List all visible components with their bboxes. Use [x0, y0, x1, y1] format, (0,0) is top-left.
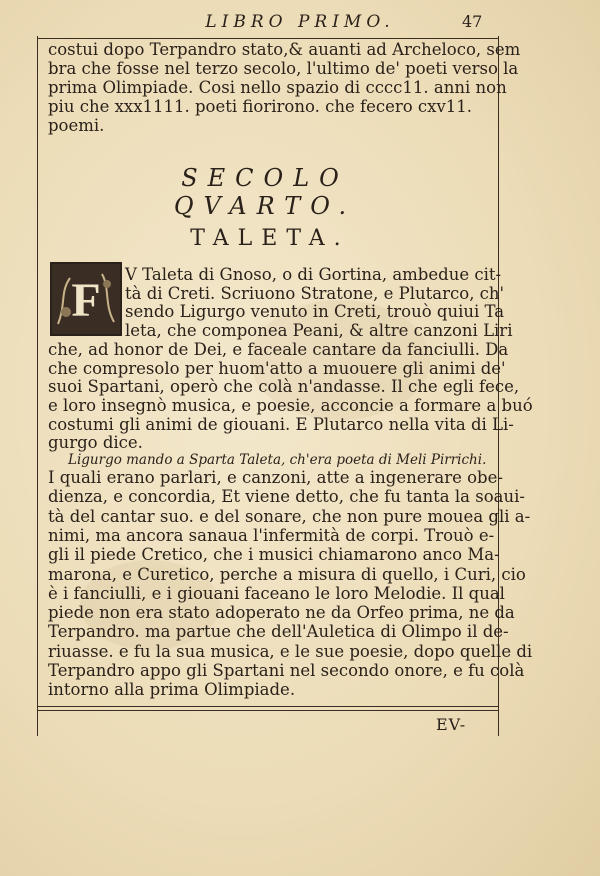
- text-line: e loro insegnò musica, e poesie, acconcie a formare a buó: [48, 395, 533, 415]
- text-line: Terpandro. ma partue che dell'Auletica di Olimpo il de-: [48, 622, 509, 642]
- bottom-rule-second: [37, 710, 498, 711]
- side-note: Ligurgo mando a Sparta Taleta, ch'era poeta di Meli Pirrichi.: [68, 452, 487, 468]
- text-line: piede non era stato adoperato ne da Orfeo prima, ne da: [48, 603, 515, 623]
- text-line: leta, che componea Peani, & altre canzoni Liri: [125, 321, 513, 341]
- running-title: LIBRO PRIMO.: [205, 12, 395, 32]
- text-line: suoi Spartani, operò che colà n'andasse. Il che egli fece,: [48, 377, 520, 397]
- text-line: V Taleta di Gnoso, o di Gortina, ambedue cit-: [125, 265, 502, 284]
- text-line: bra che fosse nel terzo secolo, l'ultimo de' poeti verso la: [48, 59, 519, 78]
- bottom-rule: [37, 706, 498, 707]
- text-line: intorno alla prima Olimpiade.: [48, 680, 296, 700]
- poet-title: TALETA.: [190, 226, 350, 251]
- text-line: I quali erano parlari, e canzoni, atte a ingenerare obe-: [48, 468, 503, 487]
- catchword: EV-: [436, 715, 467, 734]
- text-line: costui dopo Terpandro stato,& auanti ad Archeloco, sem: [48, 40, 521, 59]
- text-line: piu che xxx1111. poeti fiorirono. che fecero cxv11.: [48, 97, 473, 116]
- text-line: costumi gli animi de giouani. E Plutarco nella vita di Li-: [48, 414, 514, 434]
- decorated-initial: [50, 262, 122, 336]
- ornament-initial-icon: [52, 264, 120, 334]
- page-number: 47: [462, 12, 483, 31]
- text-line: riuasse. e fu la sua musica, e le sue poesie, dopo quelle di: [48, 641, 533, 661]
- text-line: tà del cantar suo. e del sonare, che non pure mouea gli a-: [48, 506, 531, 526]
- svg-text:F: F: [71, 274, 101, 327]
- text-line: dienza, e concordia, Et viene detto, che fu tanta la soaui-: [48, 487, 525, 507]
- text-line: sendo Ligurgo venuto in Creti, trouò quiui Ta: [125, 302, 505, 322]
- text-line: nimi, ma ancora sanaua l'infermità de corpi. Trouò e-: [48, 525, 495, 545]
- text-line: Terpandro appo gli Spartani nel secondo onore, e fu colà: [48, 661, 525, 680]
- text-line: tà di Creti. Scriuono Stratone, e Plutarco, ch': [125, 283, 505, 303]
- text-line: prima Olimpiade. Cosi nello spazio di cccc11. anni non: [48, 78, 507, 97]
- text-line: gli il piede Cretico, che i musici chiamarono anco Ma-: [48, 545, 500, 565]
- text-line: che, ad honor de Dei, e faceale cantare da fanciulli. Da: [48, 339, 509, 359]
- text-line: marona, e Curetico, perche a misura di quello, i Curi, cio: [48, 564, 526, 584]
- text-line: è i fanciulli, e i giouani faceano le loro Melodie. Il qual: [48, 583, 505, 603]
- text-line: gurgo dice.: [48, 433, 143, 453]
- text-line: poemi.: [48, 116, 105, 135]
- section-title: SECOLO QVARTO.: [173, 164, 357, 220]
- text-line: che compresolo per huom'atto a muouere gli animi de': [48, 358, 506, 378]
